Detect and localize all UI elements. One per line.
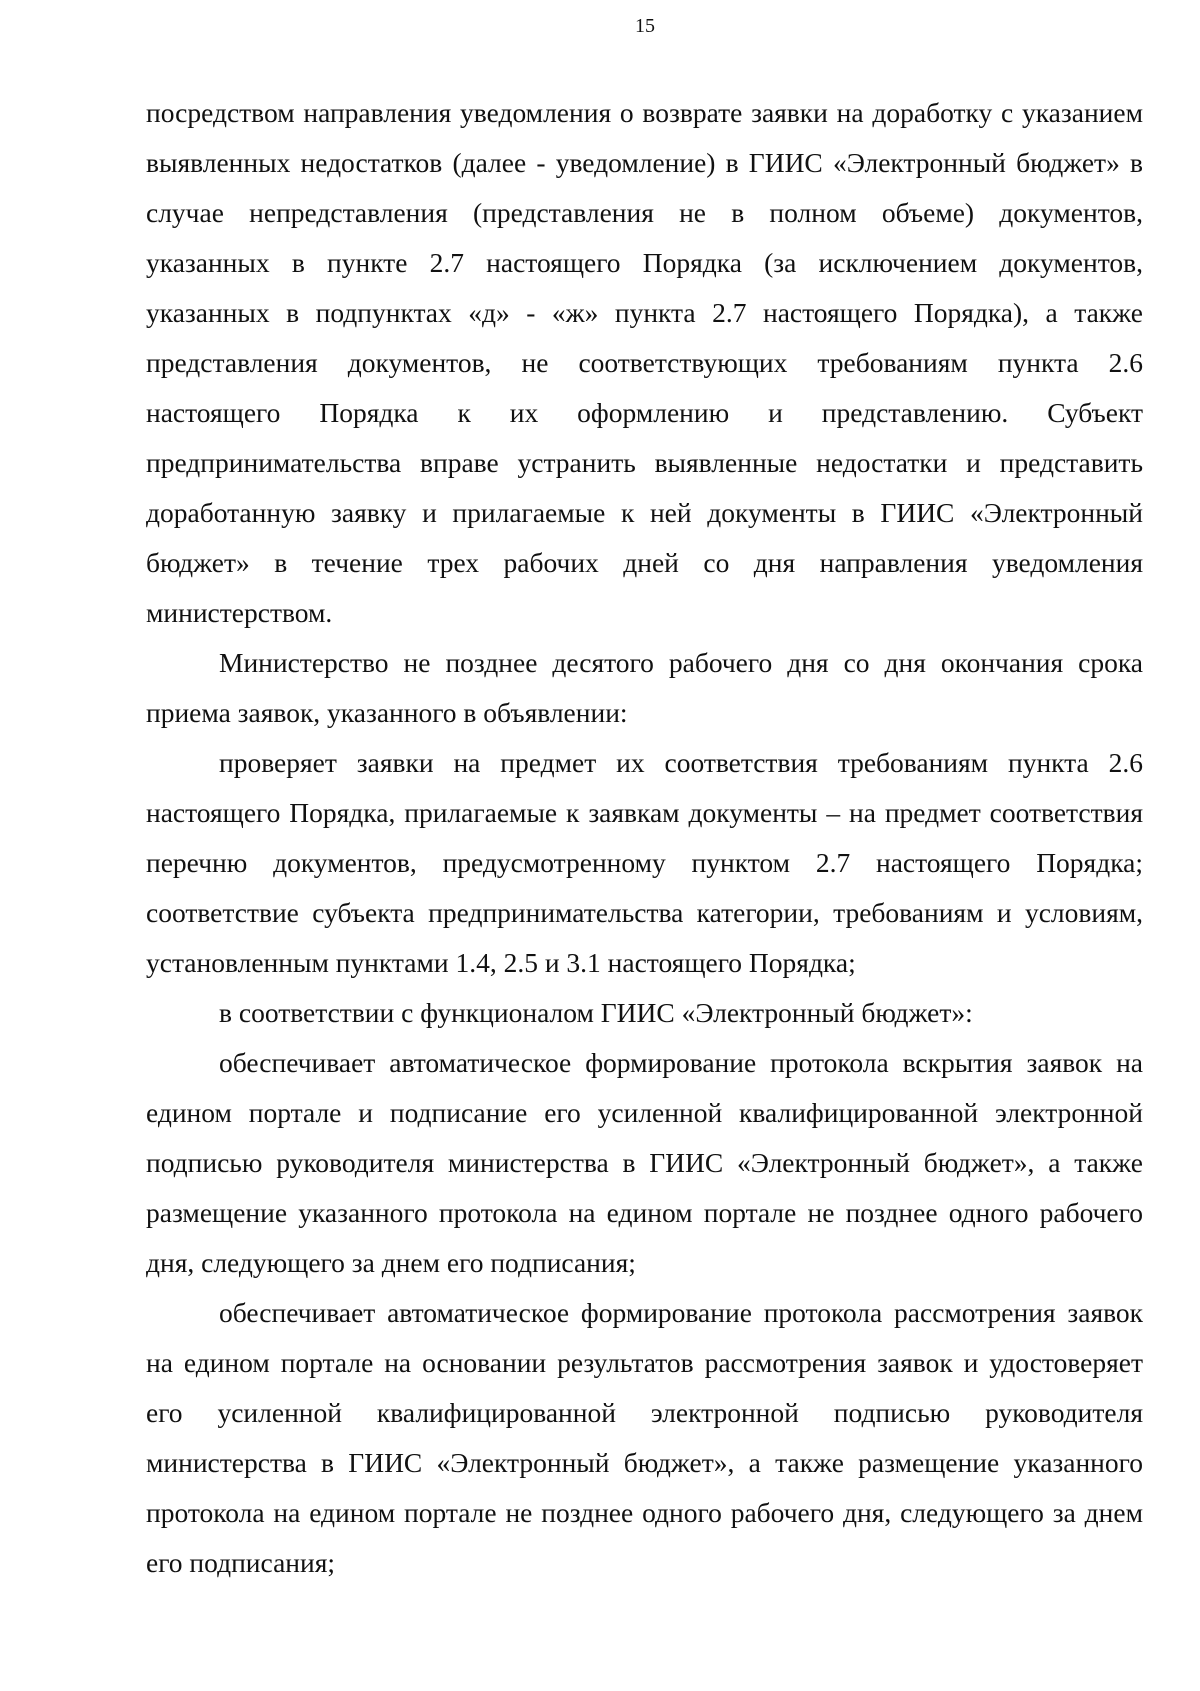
paragraph-checks-applications: проверяет заявки на предмет их соответствия требованиям пункта 2.6 настоящего Порядка, прилагаемые к заявкам документы – на предмет соответствия перечню документов, предусмотренному пунктом 2.7 настоящего Порядка; соответствие субъекта предпринимательства категории, требованиям и условиям, установленным пунктами 1.4, 2.5 и 3.1 настоящего Порядка; xyxy=(146,747,1143,978)
document-body xyxy=(146,88,1143,1588)
paragraph-review-protocol: обеспечивает автоматическое формирование протокола рассмотрения заявок на едином портале на основании результатов рассмотрения заявок и удостоверяет его усиленной квалифицированной электронной подписью руководителя министерства в ГИИС «Электронный бюджет», а также размещение указанного протокола на едином портале не позднее одного рабочего дня, следующего за днем его подписания; xyxy=(146,1297,1143,1578)
paragraph-functional-giis: в соответствии с функционалом ГИИС «Электронный бюджет»: xyxy=(219,997,973,1028)
paragraph-opening-protocol: обеспечивает автоматическое формирование протокола вскрытия заявок на едином портале и подписание его усиленной квалифицированной электронной подписью руководителя министерства в ГИИС «Электронный бюджет», а также размещение указанного протокола на едином портале не позднее одного рабочего дня, следующего за днем его подписания; xyxy=(146,1047,1143,1278)
page-number: 15 xyxy=(635,15,655,37)
paragraph-continuation: посредством направления уведомления о возврате заявки на доработку с указанием выявленных недостатков (далее - уведомление) в ГИИС «Электронный бюджет» в случае непредставления (представления не в полном объеме) документов, указанных в пункте 2.7 настоящего Порядка (за исключением документов, указанных в подпунктах «д» - «ж» пункта 2.7 настоящего Порядка), а также представления документов, не соответствующих требованиям пункта 2.6 настоящего Порядка к их оформлению и представлению. Субъект предпринимательства вправе устранить выявленные недостатки и представить доработанную заявку и прилагаемые к ней документы в ГИИС «Электронный бюджет» в течение трех рабочих дней со дня направления уведомления министерством. xyxy=(146,97,1143,628)
paragraph-ministry-deadline: Министерство не позднее десятого рабочего дня со дня окончания срока приема заявок, указанного в объявлении: xyxy=(146,647,1143,728)
